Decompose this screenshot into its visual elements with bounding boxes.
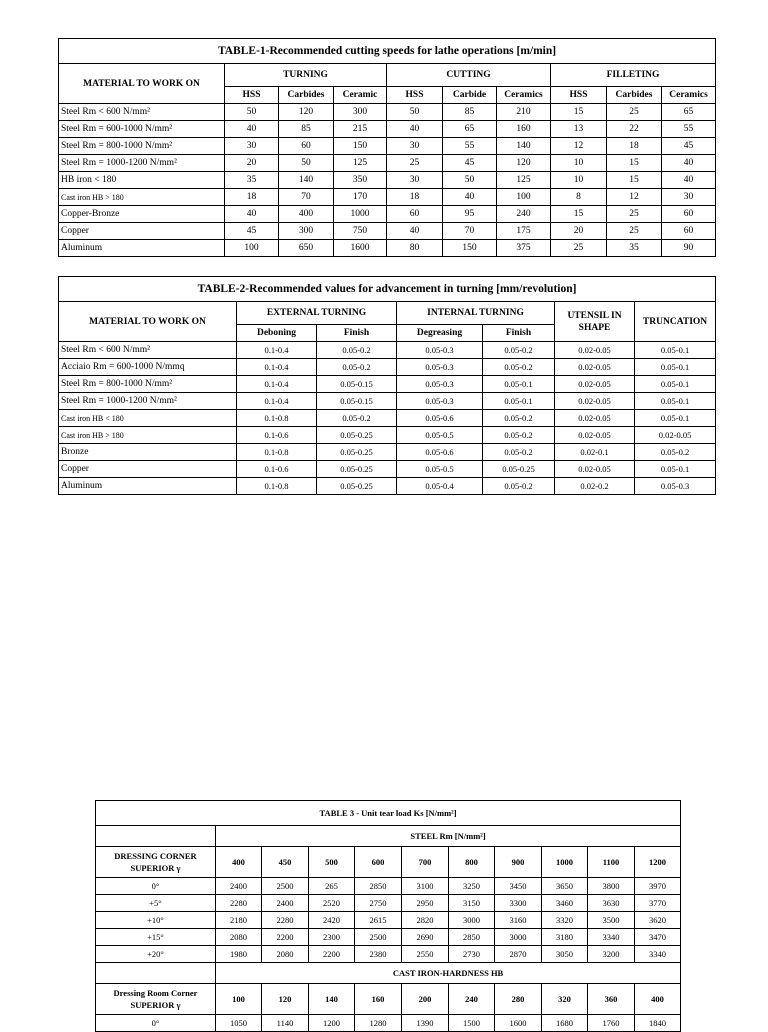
table3-value-cell: 3340 — [635, 946, 681, 963]
table3-value-cell: 3770 — [635, 895, 681, 912]
table2-material-cell: Steel Rm < 600 N/mm² — [59, 342, 237, 359]
table3-column-header: 200 — [402, 984, 449, 1015]
table2-value-cell: 0.05-0.3 — [397, 393, 483, 410]
table-row — [59, 478, 716, 495]
table1-value-cell: 30 — [387, 172, 443, 189]
table1-value-cell: 125 — [497, 172, 551, 189]
table2-material-header: MATERIAL TO WORK ON — [59, 302, 237, 342]
table1-value-cell: 15 — [607, 172, 662, 189]
table1-value-cell: 50 — [443, 172, 497, 189]
table1-value-cell: 60 — [662, 223, 716, 240]
table1-subheader: HSS — [551, 87, 607, 104]
table2-value-cell: 0.05-0.1 — [635, 376, 716, 393]
table3-value-cell: 3300 — [495, 895, 542, 912]
table2-value-cell: 0.05-0.1 — [635, 461, 716, 478]
table3-column-header: 1200 — [635, 847, 681, 878]
table3-value-cell: 3000 — [495, 929, 542, 946]
table1-value-cell: 20 — [551, 223, 607, 240]
table3-value-cell: 2500 — [355, 929, 402, 946]
table1-value-cell: 400 — [279, 206, 334, 223]
table3-corner-header: DRESSING CORNER SUPERIOR γ — [96, 847, 216, 878]
table3-value-cell: 2520 — [309, 895, 355, 912]
table1-value-cell: 65 — [662, 104, 716, 121]
table2-value-cell: 0.02-0.05 — [555, 342, 635, 359]
table2-value-cell: 0.1-0.4 — [237, 376, 317, 393]
table2-value-cell: 0.05-0.1 — [635, 342, 716, 359]
table-row — [59, 189, 716, 206]
table1-value-cell: 65 — [443, 121, 497, 138]
table1-value-cell: 55 — [662, 121, 716, 138]
table3-value-cell: 1840 — [635, 1015, 681, 1032]
table2-material-cell: Cast iron HB < 180 — [59, 410, 237, 427]
table3-angle-cell: 0° — [96, 1015, 216, 1032]
table2-value-cell: 0.1-0.8 — [237, 410, 317, 427]
table1-value-cell: 8 — [551, 189, 607, 206]
table1-value-cell: 30 — [662, 189, 716, 206]
table3-value-cell: 1500 — [449, 1015, 495, 1032]
table2-value-cell: 0.02-0.05 — [555, 410, 635, 427]
table1-value-cell: 175 — [497, 223, 551, 240]
table2-title: TABLE-2-Recommended values for advancement in turning [mm/revolution] — [59, 277, 716, 302]
table1-material-cell: Cast iron HB > 180 — [59, 189, 225, 206]
table3-value-cell: 2300 — [309, 929, 355, 946]
table1-value-cell: 375 — [497, 240, 551, 257]
table2-value-cell: 0.05-0.2 — [483, 478, 555, 495]
table2-value-cell: 0.1-0.4 — [237, 393, 317, 410]
table2-material-cell: Steel Rm = 1000-1200 N/mm² — [59, 393, 237, 410]
table3-blank-cell — [96, 963, 216, 984]
table-row — [59, 223, 716, 240]
table3-blank-cell — [96, 826, 216, 847]
table3-value-cell: 3620 — [635, 912, 681, 929]
table3-value-cell: 3970 — [635, 878, 681, 895]
table1-value-cell: 90 — [662, 240, 716, 257]
table1-subheader: Carbide — [443, 87, 497, 104]
table1-subheader: Ceramics — [497, 87, 551, 104]
table1-value-cell: 30 — [225, 138, 279, 155]
table3-column-header: 160 — [355, 984, 402, 1015]
table1-material-cell: Copper-Bronze — [59, 206, 225, 223]
table1-value-cell: 300 — [334, 104, 387, 121]
table1-subheader: Carbides — [279, 87, 334, 104]
table2-material-cell: Copper — [59, 461, 237, 478]
table2-value-cell: 0.02-0.2 — [555, 478, 635, 495]
table1-value-cell: 120 — [279, 104, 334, 121]
table3-value-cell: 2280 — [262, 912, 309, 929]
table2-value-cell: 0.02-0.05 — [555, 359, 635, 376]
table2-value-cell: 0.1-0.4 — [237, 342, 317, 359]
table2-group-header: TRUNCATION — [635, 302, 716, 342]
table1-value-cell: 40 — [662, 172, 716, 189]
table2-value-cell: 0.05-0.1 — [635, 359, 716, 376]
table3-column-header: 120 — [262, 984, 309, 1015]
table3-column-header: 400 — [216, 847, 262, 878]
table3-column-header: 1000 — [542, 847, 588, 878]
table2-value-cell: 0.05-0.3 — [397, 359, 483, 376]
table-row — [59, 359, 716, 376]
table2-subheader: Degreasing — [397, 325, 483, 342]
table3-value-cell: 3150 — [449, 895, 495, 912]
table1-value-cell: 50 — [387, 104, 443, 121]
table1-value-cell: 70 — [279, 189, 334, 206]
table2-value-cell: 0.05-0.2 — [483, 359, 555, 376]
table-row — [59, 427, 716, 444]
table1-value-cell: 12 — [607, 189, 662, 206]
table1-value-cell: 95 — [443, 206, 497, 223]
table3-column-header: 1100 — [588, 847, 635, 878]
table-row — [96, 929, 681, 946]
table3-value-cell: 1600 — [495, 1015, 542, 1032]
table3-value-cell: 2870 — [495, 946, 542, 963]
table1-value-cell: 40 — [387, 121, 443, 138]
table1-value-cell: 210 — [497, 104, 551, 121]
table3-value-cell: 2180 — [216, 912, 262, 929]
table1-value-cell: 350 — [334, 172, 387, 189]
table1-subheader: HSS — [225, 87, 279, 104]
table1-value-cell: 150 — [443, 240, 497, 257]
table1-value-cell: 10 — [551, 172, 607, 189]
table3-value-cell: 2730 — [449, 946, 495, 963]
table3-value-cell: 1390 — [402, 1015, 449, 1032]
table1-value-cell: 25 — [607, 223, 662, 240]
table-row — [59, 342, 716, 359]
table3-value-cell: 3450 — [495, 878, 542, 895]
table2-value-cell: 0.05-0.25 — [483, 461, 555, 478]
table2-value-cell: 0.05-0.2 — [483, 427, 555, 444]
table1-value-cell: 100 — [497, 189, 551, 206]
table2-material-cell: Bronze — [59, 444, 237, 461]
table1-value-cell: 150 — [334, 138, 387, 155]
table1-value-cell: 13 — [551, 121, 607, 138]
table2-value-cell: 0.05-0.25 — [317, 461, 397, 478]
table3-value-cell: 1050 — [216, 1015, 262, 1032]
table1-value-cell: 45 — [443, 155, 497, 172]
table3-column-header: 320 — [542, 984, 588, 1015]
table2-value-cell: 0.1-0.8 — [237, 444, 317, 461]
table1-value-cell: 85 — [279, 121, 334, 138]
table2-value-cell: 0.1-0.4 — [237, 359, 317, 376]
table3-value-cell: 3460 — [542, 895, 588, 912]
table3-value-cell: 3800 — [588, 878, 635, 895]
table3-value-cell: 2690 — [402, 929, 449, 946]
table3-value-cell: 3650 — [542, 878, 588, 895]
table1-title: TABLE-1-Recommended cutting speeds for lathe operations [m/min] — [59, 39, 716, 64]
table-row — [59, 393, 716, 410]
table1-value-cell: 85 — [443, 104, 497, 121]
table2-value-cell: 0.05-0.2 — [317, 410, 397, 427]
table-row — [96, 1015, 681, 1032]
table3-column-header: 900 — [495, 847, 542, 878]
table1-value-cell: 300 — [279, 223, 334, 240]
table1-value-cell: 140 — [279, 172, 334, 189]
table3-value-cell: 1680 — [542, 1015, 588, 1032]
table2-value-cell: 0.05-0.4 — [397, 478, 483, 495]
table2-value-cell: 0.1-0.8 — [237, 478, 317, 495]
table3-value-cell: 2380 — [355, 946, 402, 963]
table1-value-cell: 215 — [334, 121, 387, 138]
table2-value-cell: 0.05-0.5 — [397, 427, 483, 444]
table1-value-cell: 45 — [225, 223, 279, 240]
table3-value-cell: 2200 — [309, 946, 355, 963]
table-row — [96, 878, 681, 895]
table1-value-cell: 18 — [225, 189, 279, 206]
table3-column-header: 600 — [355, 847, 402, 878]
table2-subheader: Finish — [483, 325, 555, 342]
table3-title: TABLE 3 - Unit tear load Ks [N/mm²] — [96, 801, 681, 826]
table3-value-cell: 2615 — [355, 912, 402, 929]
table1-value-cell: 1000 — [334, 206, 387, 223]
table1-value-cell: 60 — [387, 206, 443, 223]
table2-value-cell: 0.05-0.3 — [397, 342, 483, 359]
table3-column-header: 140 — [309, 984, 355, 1015]
table3-value-cell: 3000 — [449, 912, 495, 929]
table2-value-cell: 0.05-0.25 — [317, 444, 397, 461]
table2-value-cell: 0.02-0.05 — [555, 376, 635, 393]
table3-value-cell: 2500 — [262, 878, 309, 895]
table3-angle-cell: +10° — [96, 912, 216, 929]
table1-value-cell: 70 — [443, 223, 497, 240]
table1-value-cell: 50 — [225, 104, 279, 121]
table1-value-cell: 18 — [607, 138, 662, 155]
table1-value-cell: 60 — [662, 206, 716, 223]
table-row — [59, 172, 716, 189]
table2-value-cell: 0.05-0.1 — [635, 393, 716, 410]
table1-group-header: FILLETING — [551, 64, 716, 87]
table1-value-cell: 40 — [387, 223, 443, 240]
table1-material-header: MATERIAL TO WORK ON — [59, 64, 225, 104]
table2-material-cell: Steel Rm = 800-1000 N/mm² — [59, 376, 237, 393]
table1-value-cell: 240 — [497, 206, 551, 223]
table3-value-cell: 2200 — [262, 929, 309, 946]
table1-value-cell: 80 — [387, 240, 443, 257]
table1-value-cell: 15 — [551, 206, 607, 223]
table1-value-cell: 20 — [225, 155, 279, 172]
table1-value-cell: 25 — [387, 155, 443, 172]
table2-value-cell: 0.05-0.2 — [483, 444, 555, 461]
table3-value-cell: 1140 — [262, 1015, 309, 1032]
table-row — [59, 121, 716, 138]
table2-value-cell: 0.05-0.2 — [483, 410, 555, 427]
table2-value-cell: 0.05-0.25 — [317, 478, 397, 495]
table2-value-cell: 0.05-0.5 — [397, 461, 483, 478]
table3-value-cell: 3250 — [449, 878, 495, 895]
table2-value-cell: 0.05-0.25 — [317, 427, 397, 444]
table3-value-cell: 3320 — [542, 912, 588, 929]
unit-tear-load-table — [95, 800, 681, 1032]
table3-column-header: 800 — [449, 847, 495, 878]
table-row — [59, 410, 716, 427]
table1-value-cell: 125 — [334, 155, 387, 172]
table2-value-cell: 0.1-0.6 — [237, 427, 317, 444]
table2-group-header: INTERNAL TURNING — [397, 302, 555, 325]
table3-value-cell: 1280 — [355, 1015, 402, 1032]
table2-value-cell: 0.02-0.05 — [555, 427, 635, 444]
table1-value-cell: 45 — [662, 138, 716, 155]
table1-material-cell: Steel Rm = 600-1000 N/mm² — [59, 121, 225, 138]
table3-value-cell: 2850 — [449, 929, 495, 946]
table3-value-cell: 2950 — [402, 895, 449, 912]
table1-value-cell: 40 — [443, 189, 497, 206]
table3-column-header: 500 — [309, 847, 355, 878]
table2-value-cell: 0.05-0.1 — [483, 393, 555, 410]
table1-value-cell: 18 — [387, 189, 443, 206]
table2-value-cell: 0.05-0.2 — [317, 342, 397, 359]
table3-value-cell: 3470 — [635, 929, 681, 946]
table2-material-cell: Cast iron HB > 180 — [59, 427, 237, 444]
table3-section-label: CAST IRON-HARDNESS HB — [216, 963, 681, 984]
table2-group-header: EXTERNAL TURNING — [237, 302, 397, 325]
table-row — [96, 895, 681, 912]
table3-value-cell: 3200 — [588, 946, 635, 963]
table3-corner-header: Dressing Room Corner SUPERIOR γ — [96, 984, 216, 1015]
table1-group-header: TURNING — [225, 64, 387, 87]
table-row — [59, 138, 716, 155]
table3-value-cell: 3500 — [588, 912, 635, 929]
table1-value-cell: 1600 — [334, 240, 387, 257]
table2-value-cell: 0.05-0.2 — [483, 342, 555, 359]
table3-value-cell: 3160 — [495, 912, 542, 929]
table3-value-cell: 2400 — [262, 895, 309, 912]
table3-value-cell: 1200 — [309, 1015, 355, 1032]
table1-value-cell: 15 — [607, 155, 662, 172]
table1-value-cell: 160 — [497, 121, 551, 138]
table1-value-cell: 15 — [551, 104, 607, 121]
table3-column-header: 400 — [635, 984, 681, 1015]
table1-value-cell: 12 — [551, 138, 607, 155]
table1-value-cell: 25 — [551, 240, 607, 257]
table3-angle-cell: 0° — [96, 878, 216, 895]
table1-subheader: Ceramics — [662, 87, 716, 104]
table-row — [59, 240, 716, 257]
table-row — [59, 155, 716, 172]
table1-value-cell: 40 — [662, 155, 716, 172]
table1-value-cell: 40 — [225, 121, 279, 138]
table1-value-cell: 50 — [279, 155, 334, 172]
table2-value-cell: 0.05-0.6 — [397, 410, 483, 427]
table3-value-cell: 2820 — [402, 912, 449, 929]
table2-value-cell: 0.02-0.1 — [555, 444, 635, 461]
table1-value-cell: 30 — [387, 138, 443, 155]
table1-value-cell: 22 — [607, 121, 662, 138]
table2-value-cell: 0.05-0.3 — [635, 478, 716, 495]
table2-value-cell: 0.05-0.15 — [317, 376, 397, 393]
table1-value-cell: 10 — [551, 155, 607, 172]
table3-value-cell: 3630 — [588, 895, 635, 912]
table3-value-cell: 3340 — [588, 929, 635, 946]
table2-value-cell: 0.05-0.6 — [397, 444, 483, 461]
table1-material-cell: Copper — [59, 223, 225, 240]
table1-subheader: Ceramic — [334, 87, 387, 104]
table3-section-label: STEEL Rm [N/mm²] — [216, 826, 681, 847]
table2-value-cell: 0.05-0.1 — [483, 376, 555, 393]
table3-value-cell: 1980 — [216, 946, 262, 963]
table1-material-cell: Steel Rm = 1000-1200 N/mm² — [59, 155, 225, 172]
table1-value-cell: 650 — [279, 240, 334, 257]
table2-subheader: Deboning — [237, 325, 317, 342]
table3-column-header: 280 — [495, 984, 542, 1015]
table-row — [96, 946, 681, 963]
table3-column-header: 360 — [588, 984, 635, 1015]
table-row — [59, 444, 716, 461]
table2-value-cell: 0.02-0.05 — [555, 461, 635, 478]
table3-column-header: 450 — [262, 847, 309, 878]
table2-value-cell: 0.02-0.05 — [635, 427, 716, 444]
table3-column-header: 700 — [402, 847, 449, 878]
table2-value-cell: 0.05-0.2 — [317, 359, 397, 376]
table3-value-cell: 2400 — [216, 878, 262, 895]
table3-column-header: 100 — [216, 984, 262, 1015]
table2-value-cell: 0.1-0.6 — [237, 461, 317, 478]
table1-value-cell: 120 — [497, 155, 551, 172]
table1-value-cell: 60 — [279, 138, 334, 155]
table1-value-cell: 35 — [607, 240, 662, 257]
table2-material-cell: Aluminum — [59, 478, 237, 495]
table1-value-cell: 140 — [497, 138, 551, 155]
table3-value-cell: 1760 — [588, 1015, 635, 1032]
table3-angle-cell: +5° — [96, 895, 216, 912]
table3-value-cell: 265 — [309, 878, 355, 895]
table2-subheader: Finish — [317, 325, 397, 342]
table1-value-cell: 40 — [225, 206, 279, 223]
table3-value-cell: 2080 — [216, 929, 262, 946]
table3-column-header: 240 — [449, 984, 495, 1015]
advancement-table — [58, 276, 716, 495]
table2-value-cell: 0.05-0.3 — [397, 376, 483, 393]
table-row — [59, 376, 716, 393]
table1-group-header: CUTTING — [387, 64, 551, 87]
table-row — [59, 461, 716, 478]
table2-value-cell: 0.02-0.05 — [555, 393, 635, 410]
table1-material-cell: Steel Rm = 800-1000 N/mm² — [59, 138, 225, 155]
table1-value-cell: 35 — [225, 172, 279, 189]
table1-value-cell: 25 — [607, 104, 662, 121]
table3-value-cell: 2750 — [355, 895, 402, 912]
table1-value-cell: 55 — [443, 138, 497, 155]
table3-value-cell: 3050 — [542, 946, 588, 963]
table3-value-cell: 2550 — [402, 946, 449, 963]
table1-subheader: HSS — [387, 87, 443, 104]
table3-value-cell: 2280 — [216, 895, 262, 912]
table2-value-cell: 0.05-0.15 — [317, 393, 397, 410]
table3-angle-cell: +20° — [96, 946, 216, 963]
table2-value-cell: 0.05-0.2 — [635, 444, 716, 461]
table1-value-cell: 25 — [607, 206, 662, 223]
table2-group-header: UTENSIL IN SHAPE — [555, 302, 635, 342]
table2-value-cell: 0.05-0.1 — [635, 410, 716, 427]
table1-subheader: Carbides — [607, 87, 662, 104]
table3-value-cell: 3100 — [402, 878, 449, 895]
table3-value-cell: 2850 — [355, 878, 402, 895]
table3-value-cell: 2420 — [309, 912, 355, 929]
table1-material-cell: Steel Rm < 600 N/mm² — [59, 104, 225, 121]
table3-value-cell: 3180 — [542, 929, 588, 946]
table2-material-cell: Acciaio Rm = 600-1000 N/mmq — [59, 359, 237, 376]
table1-value-cell: 750 — [334, 223, 387, 240]
table-row — [96, 912, 681, 929]
table1-value-cell: 170 — [334, 189, 387, 206]
table1-material-cell: HB iron < 180 — [59, 172, 225, 189]
table1-material-cell: Aluminum — [59, 240, 225, 257]
table3-angle-cell: +15° — [96, 929, 216, 946]
table-row — [59, 104, 716, 121]
cutting-speeds-table — [58, 38, 716, 257]
table-row — [59, 206, 716, 223]
table1-value-cell: 100 — [225, 240, 279, 257]
table3-value-cell: 2080 — [262, 946, 309, 963]
